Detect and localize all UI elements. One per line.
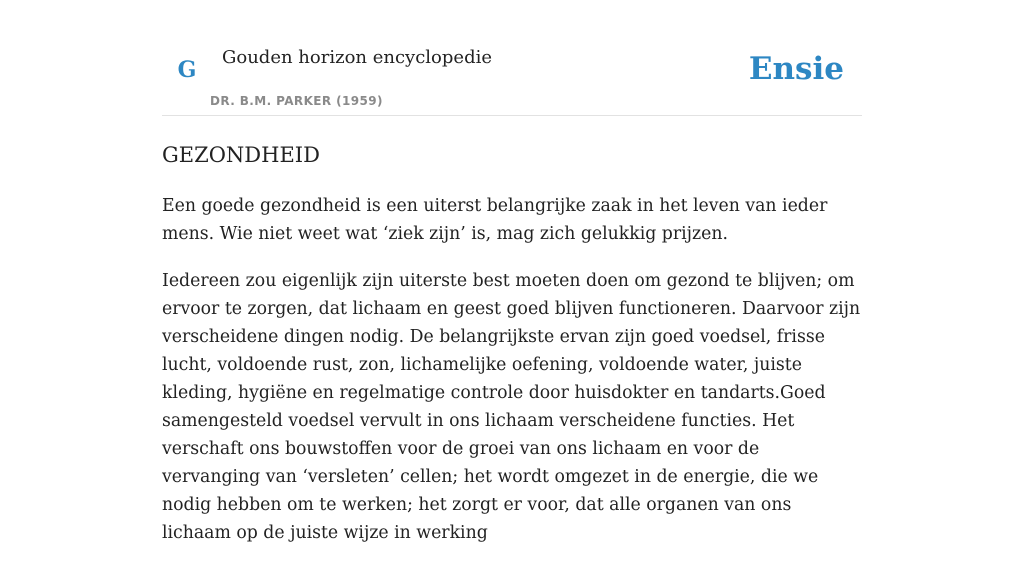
entry-paragraph: Iedereen zou eigenlijk zijn uiterste best moeten doen om gezond te blijven; om ervoor te zorgen, dat lichaam en geest goed blijven functioneren. Daarvoor zijn verscheidene dingen nodig. De belangrijkste ervan zijn goed voedsel, frisse lucht, voldoende rust, zon, lichamelijke oefening, voldoende water, juiste kleding, hygiëne en regelmatige controle door huisdokter en tandarts.Goed samengesteld voedsel vervult in ons lichaam verscheidene functies. Het verschaft ons bouwstoffen voor de groei van ons lichaam en voor de vervanging van ‘versleten’ cellen; het wordt omgezet in de energie, die we nodig hebben om te werken; het zorgt er voor, dat alle organen van ons lichaam op de juiste wijze in werking	[162, 271, 861, 543]
book-logo[interactable]: G	[177, 57, 197, 83]
entry-body	[162, 192, 862, 566]
encyclopedia-page	[162, 0, 862, 543]
entry-title: GEZONDHEID	[162, 143, 320, 167]
entry-paragraph: Een goede gezondheid is een uiterst belangrijke zaak in het leven van ieder mens. Wie niet weet wat ‘ziek zijn’ is, mag zich gelukkig prijzen.	[162, 196, 828, 244]
book-author: DR. B.M. PARKER (1959)	[210, 94, 383, 108]
book-title[interactable]: Gouden horizon encyclopedie	[222, 47, 492, 68]
brand-logo[interactable]: Ensie	[748, 51, 844, 87]
page-header	[162, 0, 862, 116]
